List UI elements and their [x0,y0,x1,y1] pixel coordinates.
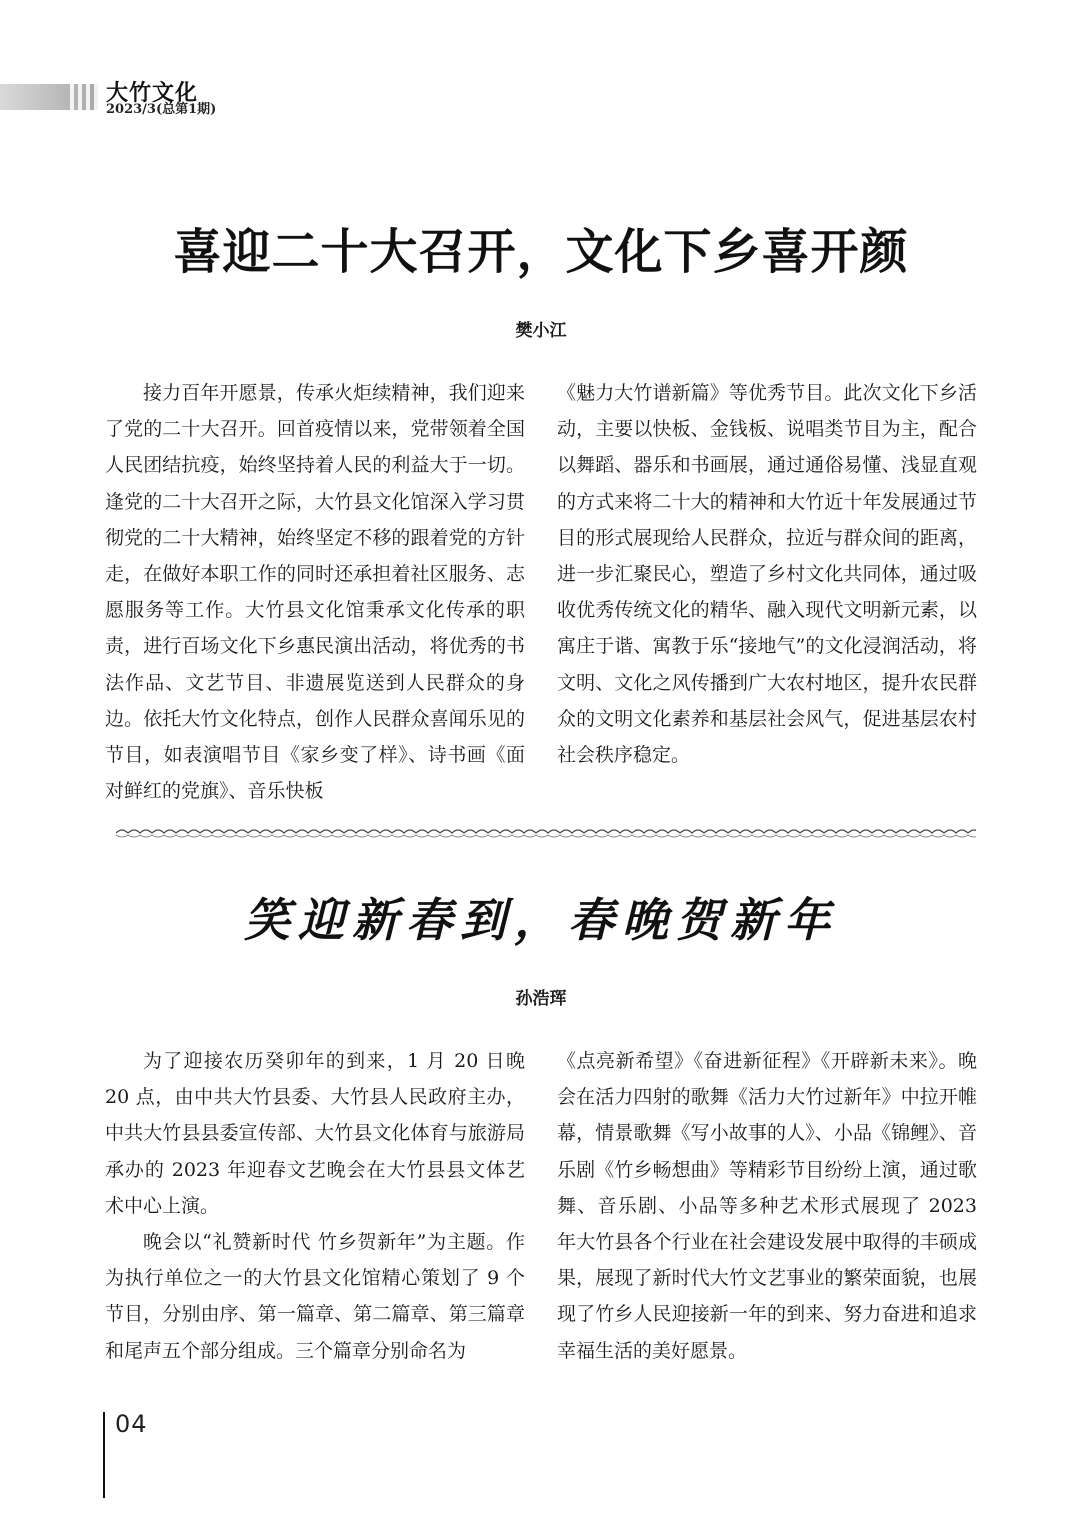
article-2-title: 笑迎新春到，春晚贺新年 [244,893,838,947]
article-1 [105,222,977,809]
footer-vertical-rule [103,1412,105,1498]
issue-label: 2023/3(总第1期) [106,102,217,117]
masthead-stripes [70,84,106,110]
decorative-wave-divider [116,826,976,840]
article-2-left-column [105,1043,525,1369]
article-2-right-column [557,1043,977,1369]
article-1-right-column [557,375,977,809]
article-2 [105,890,977,1369]
article-2-left-paragraph-2: 晚会以“礼赞新时代 竹乡贺新年”为主题。作为执行单位之一的大竹县文化馆精心策划了 9 个节目，分别由序、第一篇章、第二篇章、第三篇章和尾声五个部分组成。三个篇章分别命名为 [105,1231,525,1362]
article-1-title: 喜迎二十大召开，文化下乡喜开颜 [173,224,909,280]
page-number: 04 [115,1410,148,1438]
article-1-right-paragraph: 《魅力大竹谱新篇》等优秀节目。此次文化下乡活动，主要以快板、金钱板、说唱类节目为主，配合以舞蹈、器乐和书画展，通过通俗易懂、浅显直观的方式来将二十大的精神和大竹近十年发展通过节目的形式展现给人民群众，拉近与群众间的距离，进一步汇聚民心，塑造了乡村文化共同体，通过吸收优秀传统文化的精华、融入现代文明新元素，以寓庄于谐、寓教于乐“接地气”的文化浸润活动，将文明、文化之风传播到广大农村地区，提升农民群众的文明文化素养和基层社会风气，促进基层农村社会秩序稳定。 [557,382,977,767]
article-2-left-paragraph-1: 为了迎接农历癸卯年的到来，1 月 20 日晚 20 点，由中共大竹县委、大竹县人民政府主办，中共大竹县县委宣传部、大竹县文化体育与旅游局承办的 2023 年迎春文艺晚会在大竹县县文体艺术中心上演。 [105,1050,525,1217]
masthead [0,78,260,118]
article-2-author: 孙浩珲 [515,989,567,1009]
article-1-left-column [105,375,525,809]
article-1-author: 樊小江 [515,321,567,341]
magazine-name: 大竹文化 [106,80,199,106]
article-1-columns [105,375,977,809]
article-2-right-paragraph: 《点亮新希望》《奋进新征程》《开辟新未来》。晚会在活力四射的歌舞《活力大竹过新年》中拉开帷幕，情景歌舞《写小故事的人》、小品《锦鲤》、音乐剧《竹乡畅想曲》等精彩节目纷纷上演，通过歌舞、音乐剧、小品等多种艺术形式展现了 2023 年大竹县各个行业在社会建设发展中取得的丰硕成果，展现了新时代大竹文艺事业的繁荣面貌，也展现了竹乡人民迎接新一年的到来、努力奋进和追求幸福生活的美好愿景。 [557,1050,977,1362]
article-1-left-paragraph: 接力百年开愿景，传承火炬续精神，我们迎来了党的二十大召开。回首疫情以来，党带领着全国人民团结抗疫，始终坚持着人民的利益大于一切。逢党的二十大召开之际，大竹县文化馆深入学习贯彻党的二十大精神，始终坚定不移的跟着党的方针走，在做好本职工作的同时还承担着社区服务、志愿服务等工作。大竹县文化馆秉承文化传承的职责，进行百场文化下乡惠民演出活动，将优秀的书法作品、文艺节目、非遗展览送到人民群众的身边。依托大竹文化特点，创作人民群众喜闻乐见的节目，如表演唱节目《家乡变了样》、诗书画《面对鲜红的党旗》、音乐快板 [105,382,525,803]
article-2-columns [105,1043,977,1369]
